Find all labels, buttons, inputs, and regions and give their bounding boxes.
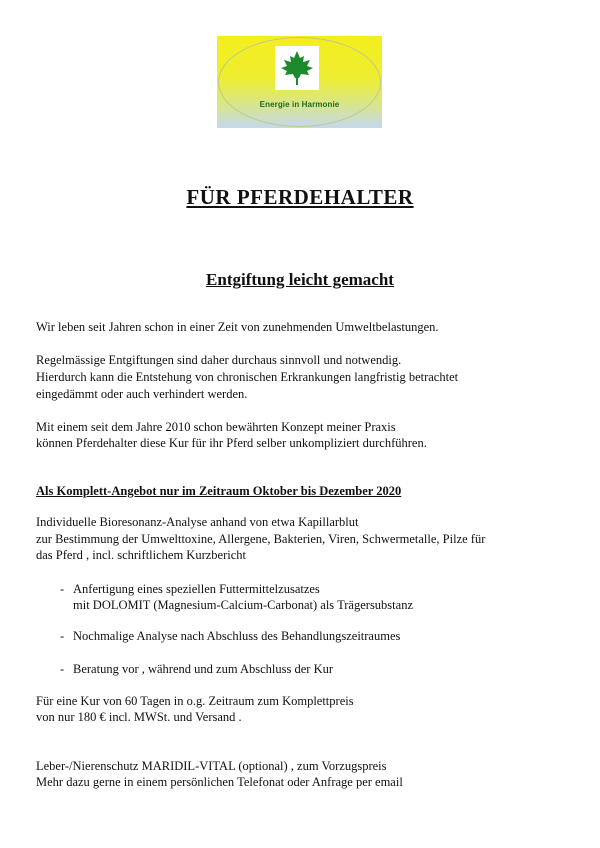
bullet-text: Nochmalige Analyse nach Abschluss des Behandlungszeitraumes xyxy=(73,629,401,643)
bullet-text: mit DOLOMIT (Magnesium-Calcium-Carbonat) als Trägersubstanz xyxy=(73,598,413,612)
logo-leaf-box xyxy=(275,46,319,90)
paragraph-line: können Pferdehalter diese Kur für ihr Pferd selber unkompliziert durchführen. xyxy=(36,436,427,450)
paragraph-line: eingedämmt oder auch verhindert werden. xyxy=(36,387,248,401)
paragraph-line: Mit einem seit dem Jahre 2010 schon bewährten Konzept meiner Praxis xyxy=(36,420,396,434)
closing-line: Mehr dazu gerne in einem persönlichen Telefonat oder Anfrage per email xyxy=(36,775,403,789)
paragraph-line: Hierdurch kann die Entstehung von chronischen Erkrankungen langfristig betrachtet xyxy=(36,370,459,384)
bullet-text: Beratung vor , während und zum Abschluss der Kur xyxy=(73,662,334,676)
intro-text: Wir leben seit Jahren schon in einer Zeit von zunehmenden Umweltbelastungen. xyxy=(36,320,439,334)
logo-text: Energie in Harmonie xyxy=(259,100,340,109)
bullet-marker: - xyxy=(60,582,65,596)
logo xyxy=(217,36,382,128)
analysis-line: das Pferd , incl. schriftlichem Kurzbericht xyxy=(36,548,246,562)
bullet-marker: - xyxy=(60,629,65,643)
price-line: Für eine Kur von 60 Tagen in o.g. Zeitraum zum Komplettpreis xyxy=(36,694,354,708)
offer-heading: Als Komplett-Angebot nur im Zeitraum Oktober bis Dezember 2020 xyxy=(36,484,402,498)
paragraph-line: Regelmässige Entgiftungen sind daher durchaus sinnvoll und notwendig. xyxy=(36,353,402,367)
price-line: von nur 180 € incl. MWSt. und Versand . xyxy=(36,710,242,724)
bullet-text: Anfertigung eines speziellen Futtermittelzusatzes xyxy=(73,582,320,596)
bullet-marker: - xyxy=(60,662,65,676)
page-subtitle: Entgiftung leicht gemacht xyxy=(206,270,394,289)
page-title: FÜR PFERDEHALTER xyxy=(186,185,414,209)
analysis-line: zur Bestimmung der Umwelttoxine, Allergene, Bakterien, Viren, Schwermetalle, Pilze für xyxy=(36,532,486,546)
analysis-line: Individuelle Bioresonanz-Analyse anhand von etwa Kapillarblut xyxy=(36,515,359,529)
maple-leaf-icon xyxy=(277,48,317,88)
closing-line: Leber-/Nierenschutz MARIDIL-VITAL (optional) , zum Vorzugspreis xyxy=(36,759,387,773)
